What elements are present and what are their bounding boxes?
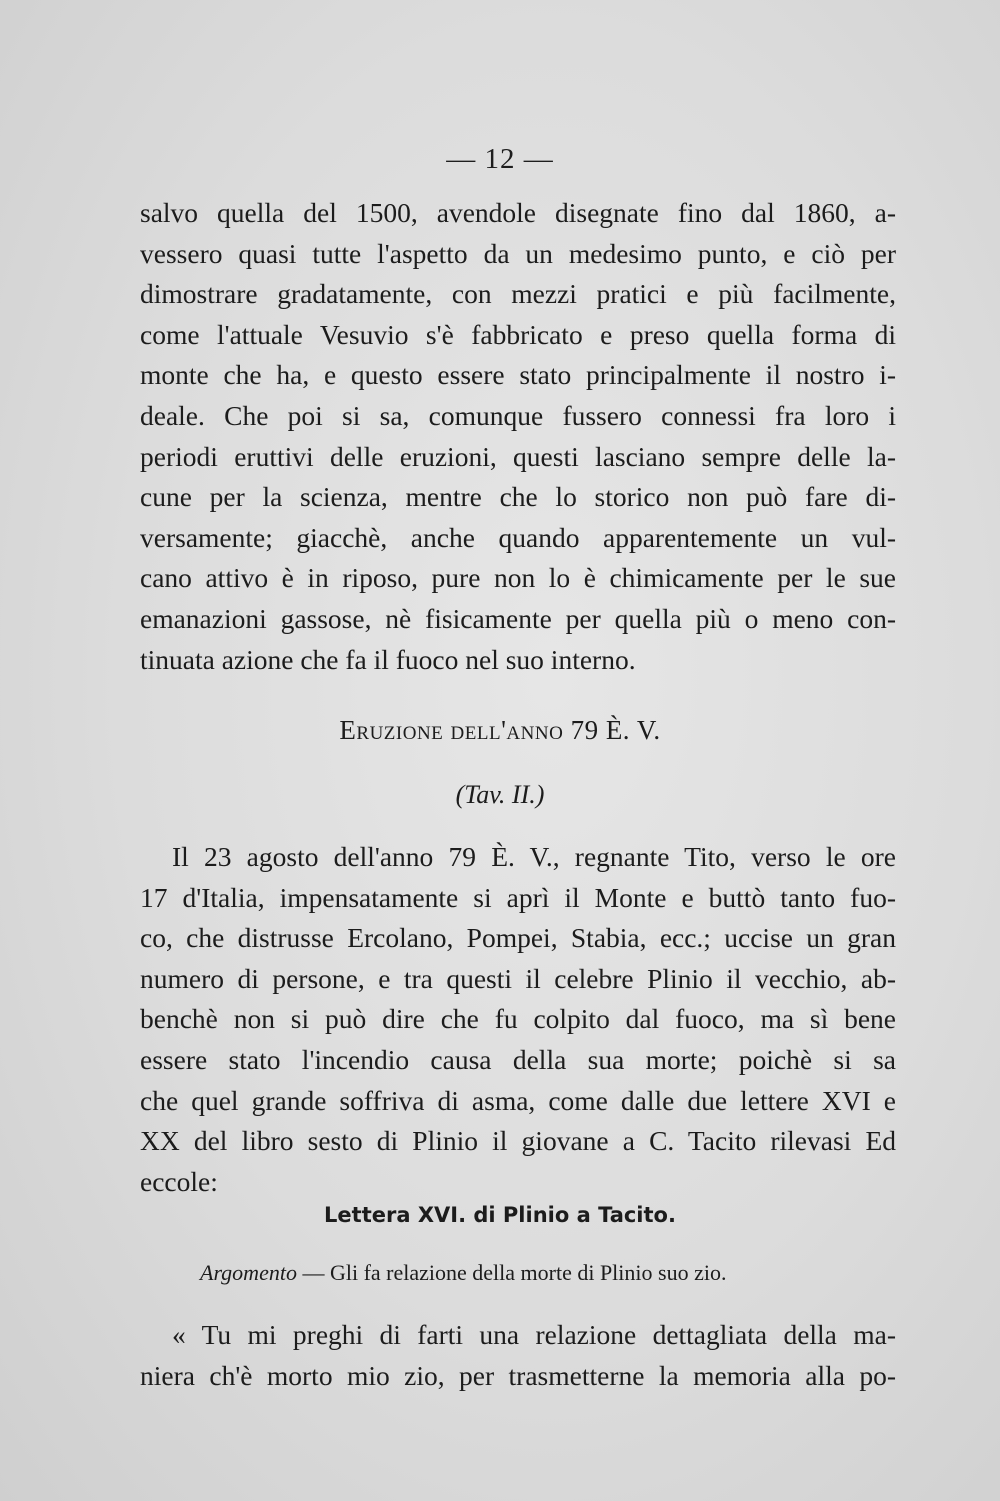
text-line: 17 d'Italia, impensatamente si aprì il Monte e buttò tanto fuo- — [140, 881, 896, 913]
text-line: che quel grande soffriva di asma, come dalle due lettere XVI e — [140, 1084, 896, 1116]
argument-text: — Gli fa relazione della morte di Plinio suo zio. — [296, 1260, 727, 1285]
text-line: vessero quasi tutte l'aspetto da un medesimo punto, e ciò per — [140, 237, 896, 269]
text-line: Il 23 agosto dell'anno 79 È. V., regnante Tito, verso le ore — [172, 841, 896, 872]
text-line: tinuata azione che fa il fuoco nel suo interno. — [140, 643, 636, 675]
text-line: benchè non si può dire che fu colpito dal fuoco, ma sì bene — [140, 1003, 896, 1035]
text-line: monte che ha, e questo essere stato principalmente il nostro i- — [140, 359, 896, 391]
plate-reference: (Tav. II.) — [455, 780, 545, 809]
text-line: XX del libro sesto di Plinio il giovane a C. Tacito rilevasi Ed — [140, 1125, 896, 1157]
section-title: Eruzione dell'anno 79 È. V. — [339, 715, 661, 745]
text-line: essere stato l'incendio causa della sua morte; poichè si sa — [140, 1043, 896, 1075]
paragraph-1 — [140, 193, 896, 680]
argument-label: Argomento — [200, 1260, 297, 1285]
text-line: cano attivo è in riposo, pure non lo è chimicamente per le sue — [140, 562, 896, 594]
letter-argument — [200, 1260, 726, 1286]
text-line: cune per la scienza, mentre che lo storico non può fare di- — [140, 481, 896, 513]
text-line: co, che distrusse Ercolano, Pompei, Stabia, ecc.; uccise un gran — [140, 922, 896, 954]
paragraph-3 — [140, 1315, 896, 1396]
text-line: numero di persone, e tra questi il celebre Plinio il vecchio, ab- — [140, 962, 896, 994]
text-line: come l'attuale Vesuvio s'è fabbricato e preso quella forma di — [140, 318, 896, 350]
paragraph-2 — [140, 837, 896, 1202]
text-line: eccole: — [140, 1165, 218, 1197]
text-line: versamente; giacchè, anche quando apparentemente un vul- — [140, 521, 896, 553]
text-line: niera ch'è morto mio zio, per trasmetterne la memoria alla po- — [140, 1359, 896, 1391]
text-line: salvo quella del 1500, avendole disegnate fino dal 1860, a- — [140, 197, 896, 228]
letter-title: Lettera XVI. di Plinio a Tacito. — [324, 1203, 676, 1227]
text-line: deale. Che poi si sa, comunque fussero connessi fra loro i — [140, 399, 896, 431]
text-line: emanazioni gassose, nè fisicamente per quella più o meno con- — [140, 602, 896, 634]
text-line: periodi eruttivi delle eruzioni, questi lasciano sempre delle la- — [140, 440, 896, 472]
text-line: « Tu mi preghi di farti una relazione dettagliata della ma- — [172, 1319, 896, 1350]
text-line: dimostrare gradatamente, con mezzi pratici e più facilmente, — [140, 278, 896, 310]
page-number: — 12 — — [446, 143, 554, 175]
